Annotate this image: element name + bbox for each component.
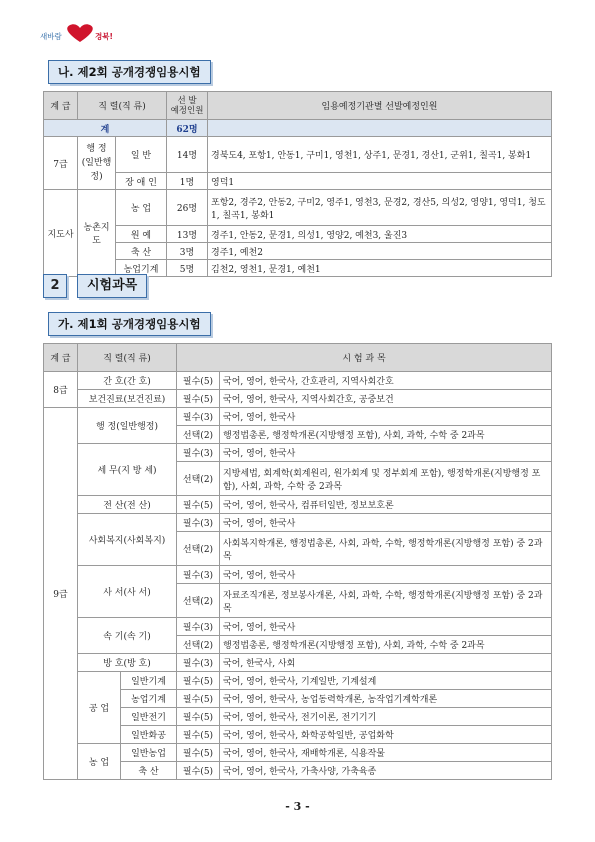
th-subjects: 시 험 과 목: [177, 344, 552, 372]
total-count: 62명: [167, 120, 208, 137]
type: 필수(5): [177, 390, 220, 408]
type: 필수(5): [177, 690, 220, 708]
series: 사 서(사 서): [78, 566, 177, 618]
subjects: 국어, 영어, 한국사: [220, 408, 552, 426]
detail: 김천2, 영천1, 문경1, 예천1: [208, 260, 552, 277]
sub-wonye: 원 예: [116, 226, 167, 243]
grade-7: 7급: [44, 137, 78, 190]
series: 방 호(방 호): [78, 654, 177, 672]
subjects: 행정법총론, 행정학개론(지방행정 포함), 사회, 과학, 수학 중 2과목: [220, 426, 552, 444]
detail: 경북도4, 포항1, 안동1, 구미1, 영천1, 상주1, 문경1, 경산1, 군위1, 칠곡1, 봉화1: [208, 137, 552, 173]
logo-text-right: 경북!: [95, 32, 113, 41]
series: 사회복지(사회복지): [78, 514, 177, 566]
subjects: 국어, 영어, 한국사, 지역사회간호, 공중보건: [220, 390, 552, 408]
subjects: 국어, 영어, 한국사, 전기이론, 전기기기: [220, 708, 552, 726]
subjects: 국어, 영어, 한국사, 간호관리, 지역사회간호: [220, 372, 552, 390]
sub-ilban: 일 반: [116, 137, 167, 173]
type: 필수(5): [177, 496, 220, 514]
selection-table: [43, 91, 552, 277]
series: 보건진료(보건진료): [78, 390, 177, 408]
type: 선택(2): [177, 584, 220, 618]
subjects-table: [43, 343, 552, 780]
subjects: 사회복지학개론, 행정법총론, 사회, 과학, 수학, 행정학개론(지방행정 포함) 중 2과목: [220, 532, 552, 566]
type: 필수(5): [177, 744, 220, 762]
subjects: 국어, 한국사, 사회: [220, 654, 552, 672]
th-count: 선 발 예정인원: [167, 92, 208, 120]
type: 필수(3): [177, 444, 220, 462]
heart-logo-icon: [60, 22, 100, 44]
type: 필수(3): [177, 408, 220, 426]
logo-text-left: 새바람: [40, 32, 62, 41]
type: 필수(3): [177, 566, 220, 584]
count: 13명: [167, 226, 208, 243]
series: 전 산(전 산): [78, 496, 177, 514]
subjects: 국어, 영어, 한국사, 기계일반, 기계설계: [220, 672, 552, 690]
type: 선택(2): [177, 636, 220, 654]
type: 필수(5): [177, 762, 220, 780]
sub: 일반기계: [121, 672, 177, 690]
type: 선택(2): [177, 426, 220, 444]
sub: 일반전기: [121, 708, 177, 726]
series: 간 호(간 호): [78, 372, 177, 390]
count: 1명: [167, 173, 208, 190]
group-nongeop: 농 업: [78, 744, 121, 780]
th-grade: 계 급: [44, 344, 78, 372]
type: 필수(3): [177, 618, 220, 636]
type: 필수(5): [177, 372, 220, 390]
subjects: 국어, 영어, 한국사, 농업동력학개론, 농작업기계학개론: [220, 690, 552, 708]
series: 행 정(일반행정): [78, 408, 177, 444]
type: 필수(5): [177, 708, 220, 726]
sub: 농업기계: [121, 690, 177, 708]
series: 세 무(지 방 세): [78, 444, 177, 496]
subjects: 국어, 영어, 한국사, 재배학개론, 식용작물: [220, 744, 552, 762]
type: 선택(2): [177, 532, 220, 566]
type: 필수(5): [177, 672, 220, 690]
subjects: 자료조직개론, 정보봉사개론, 사회, 과학, 수학, 행정학개론(지방행정 포함) 중 2과목: [220, 584, 552, 618]
sub-nongeop: 농 업: [116, 190, 167, 226]
subjects: 국어, 영어, 한국사, 가축사양, 가축육종: [220, 762, 552, 780]
detail: 경주1, 안동2, 문경1, 의성1, 영양2, 예천3, 울진3: [208, 226, 552, 243]
type: 선택(2): [177, 462, 220, 496]
count: 26명: [167, 190, 208, 226]
subjects: 행정법총론, 행정학개론(지방행정 포함), 사회, 과학, 수학 중 2과목: [220, 636, 552, 654]
th-grade: 계 급: [44, 92, 78, 120]
series: 속 기(속 기): [78, 618, 177, 654]
detail: 영덕1: [208, 173, 552, 190]
type: 필수(5): [177, 726, 220, 744]
detail: 경주1, 예천2: [208, 243, 552, 260]
subjects: 국어, 영어, 한국사, 컴퓨터일반, 정보보호론: [220, 496, 552, 514]
sub: 일반농업: [121, 744, 177, 762]
detail: 포항2, 경주2, 안동2, 구미2, 영주1, 영천3, 문경2, 경산5, 의성2, 영양1, 영덕1, 청도1, 칠곡1, 봉화1: [208, 190, 552, 226]
count: 3명: [167, 243, 208, 260]
total-label: 계: [44, 120, 167, 137]
sub: 축 산: [121, 762, 177, 780]
type: 필수(3): [177, 654, 220, 672]
section-heading-ga: 가. 제1회 공개경쟁임용시험: [48, 312, 211, 336]
grade-9: 9급: [44, 408, 78, 780]
section-heading-na: 나. 제2회 공개경쟁임용시험: [48, 60, 211, 84]
subjects: 국어, 영어, 한국사, 화학공학일반, 공업화학: [220, 726, 552, 744]
sub-nonggigye: 농업기계: [116, 260, 167, 277]
type: 필수(3): [177, 514, 220, 532]
subjects: 국어, 영어, 한국사: [220, 514, 552, 532]
grade-8: 8급: [44, 372, 78, 408]
sub: 일반화공: [121, 726, 177, 744]
series-nongchon: 농촌지도: [78, 190, 116, 277]
series-haengjeong: 행 정 (일반행정): [78, 137, 116, 190]
sub-suksan: 축 산: [116, 243, 167, 260]
subjects: 국어, 영어, 한국사: [220, 618, 552, 636]
th-series: 직 렬(직 류): [78, 344, 177, 372]
grade-jidosa: 지도사: [44, 190, 78, 277]
subjects: 국어, 영어, 한국사: [220, 444, 552, 462]
section-number: 2: [43, 274, 67, 298]
th-series: 직 렬(직 류): [78, 92, 167, 120]
subjects: 국어, 영어, 한국사: [220, 566, 552, 584]
sub-disabled: 장 애 인: [116, 173, 167, 190]
count: 5명: [167, 260, 208, 277]
count: 14명: [167, 137, 208, 173]
th-detail: 임용예정기관별 선발예정인원: [208, 92, 552, 120]
page-number: - 3 -: [285, 800, 310, 813]
group-gongeop: 공 업: [78, 672, 121, 744]
subjects: 지방세법, 회계학(회계원리, 원가회계 및 정부회계 포함), 행정학개론(지방행정 포함), 사회, 과학, 수학 중 2과목: [220, 462, 552, 496]
section-title: 시험과목: [77, 274, 147, 298]
